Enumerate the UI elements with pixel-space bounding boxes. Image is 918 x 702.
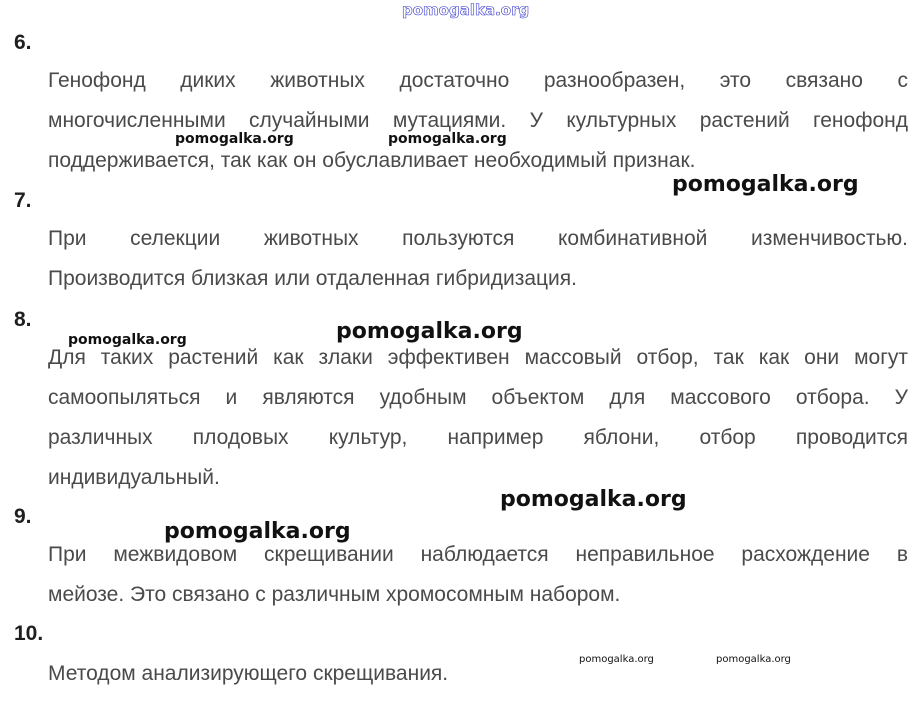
answer-paragraph-9 [48,535,908,615]
item-number-7: 7. [14,189,32,212]
item-number-6: 6. [14,31,32,54]
item-number-9: 9. [14,505,32,528]
watermark: pomogalka.org [500,487,687,512]
watermark: pomogalka.org [175,131,294,147]
answer-line: различных плодовых культур, например яблони, отбор проводится [48,426,908,449]
answer-line: поддерживается, так как он обуславливает необходимый признак. [48,149,696,172]
answer-line: индивидуальный. [48,466,220,489]
answer-line: Производится близкая или отдаленная гибридизация. [48,267,577,290]
watermark: pomogalka.org [336,319,523,344]
answer-line: Генофонд диких животных достаточно разнообразен, это связано с [48,69,908,92]
answer-line: Для таких растений как злаки эффективен массовый отбор, так как они могут [48,346,908,369]
item-number-8: 8. [14,308,32,331]
watermark: pomogalka.org [716,654,791,665]
watermark: pomogalka.org [672,172,859,197]
answer-line: самоопыляться и являются удобным объектом для массового отбора. У [48,386,908,409]
watermark-header: pomogalka.org [402,1,530,19]
answer-paragraph-8 [48,338,908,498]
answer-paragraph-7 [48,219,908,299]
answer-line: многочисленными случайными мутациями. У культурных растений генофонд [48,109,908,132]
answer-line: Методом анализирующего скрещивания. [48,662,449,685]
answer-paragraph-6 [48,61,908,181]
answer-line: При селекции животных пользуются комбинативной изменчивостью. [48,227,908,250]
watermark: pomogalka.org [388,131,507,147]
answer-line: При межвидовом скрещивании наблюдается неправильное расхождение в [48,543,908,566]
watermark: pomogalka.org [68,332,187,348]
watermark: pomogalka.org [164,519,351,544]
answer-line: мейозе. Это связано с различным хромосомным набором. [48,583,621,606]
watermark: pomogalka.org [579,654,654,665]
item-number-10: 10. [14,622,44,645]
